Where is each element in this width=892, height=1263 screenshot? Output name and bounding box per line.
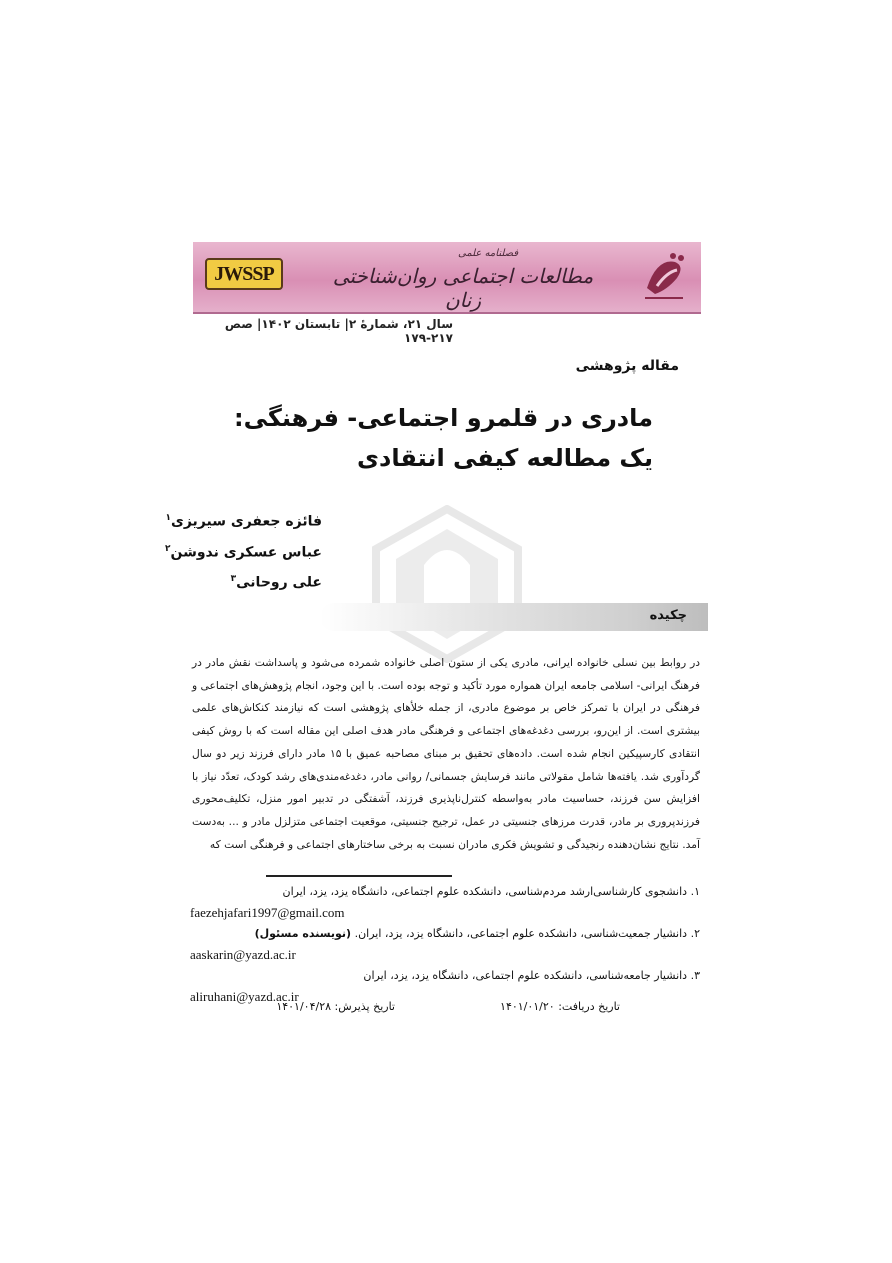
journal-title: مطالعات اجتماعی روان‌شناختی زنان <box>332 264 594 312</box>
abstract-label: چکیده <box>649 608 687 623</box>
journal-logo: JWSSP <box>205 258 283 290</box>
author-list <box>102 505 322 597</box>
footnote-2-email: aaskarin@yazd.ac.ir <box>190 947 296 962</box>
date-received: تاریخ دریافت: ۱۴۰۱/۰۱/۲۰ <box>500 1000 620 1013</box>
university-watermark-icon <box>368 505 526 663</box>
footnote-1: ۱. دانشجوی کارشناسی‌ارشد مردم‌شناسی، دانشکده علوم اجتماعی، دانشگاه یزد، یزد، ایران <box>282 885 700 898</box>
footnote-3: ۳. دانشیار جامعه‌شناسی، دانشکده علوم اجتماعی، دانشگاه یزد، یزد، ایران <box>363 969 700 982</box>
abstract-text: در روابط بین نسلی خانواده ایرانی، مادری یکی از ستون اصلی خانواده شمرده می‌شود و پاسداشت نقش مادر در فرهنگ ایرانی- اسلامی جامعه ایران همواره مورد تأکید و توجه بوده است. با این وجود، انجام پژوهش‌های اجتماعی و فرهنگی در ایران با تمرکز خاص بر موضوع مادری، از جمله خلأهای پژوهشی است که نیازمند کنکاش‌های علمی بیشتری است. از این‌رو، بررسی دغدغه‌های اجتماعی و فرهنگی مادر هدف اصلی این مقاله است که با روش کیفی انتقادی کارسپیکین انجام شده است. داده‌های تحقیق بر مبنای مصاحبه عمیق با ۱۵ مادر دارای فرزند زیر دو سال گردآوری شد. یافته‌ها شامل مقولاتی مانند فرسایش جسمانی/ روانی مادر، دغدغه‌مندی‌های رشد کودک، تعدّد نیاز با افزایش سن فرزند، حساسیت مادر به‌واسطه کنترل‌ناپذیری فرزند، آشفتگی در تدبیر امور منزل، تکلیف‌محوری فرزندپروری بر مادر، قدرت مرزهای جنسیتی در عمل، ترجیح جنسیتی، موقعیت اجتماعی متزلزل مادر و ... به‌دست آمد. نتایج نشان‌دهنده رنجیدگی و تشویش فکری مادران نسبت به برخی ساختارهای اجتماعی و فرهنگی است که <box>191 656 700 851</box>
journal-subtitle: فصلنامه علمی <box>458 248 519 259</box>
date-accepted: تاریخ پذیرش: ۱۴۰۱/۰۴/۲۸ <box>276 1000 395 1013</box>
article-type: مقاله پژوهشی <box>575 358 679 374</box>
author-3: علی روحانی$^۳$ <box>230 574 322 591</box>
article-title: مادری در قلمرو اجتماعی- فرهنگی: یک مطالعه کیفی انتقادی <box>234 404 653 472</box>
abstract-body <box>192 652 700 856</box>
author-1: فائزه جعفری سیریزی$^۱$ <box>165 513 322 530</box>
issue-line: سال ۲۱، شمارۀ ۲| تابستان ۱۴۰۲| صص ۲۱۷-۱۷۹ <box>224 317 453 345</box>
footnote-2: ۲. دانشیار جمعیت‌شناسی، دانشکده علوم اجتماعی، دانشگاه یزد، یزد، ایران. (نویسنده مسئول) <box>254 927 700 940</box>
journal-emblem-icon <box>637 248 691 304</box>
footnote-divider <box>266 875 452 877</box>
footnote-3-email: aliruhani@yazd.ac.ir <box>190 989 299 1004</box>
journal-banner <box>193 242 701 314</box>
footnotes <box>190 881 700 1007</box>
author-2: عباس عسکری ندوشن$^۲$ <box>164 543 322 561</box>
footnote-1-email: faezehjafari1997@gmail.com <box>190 905 345 920</box>
